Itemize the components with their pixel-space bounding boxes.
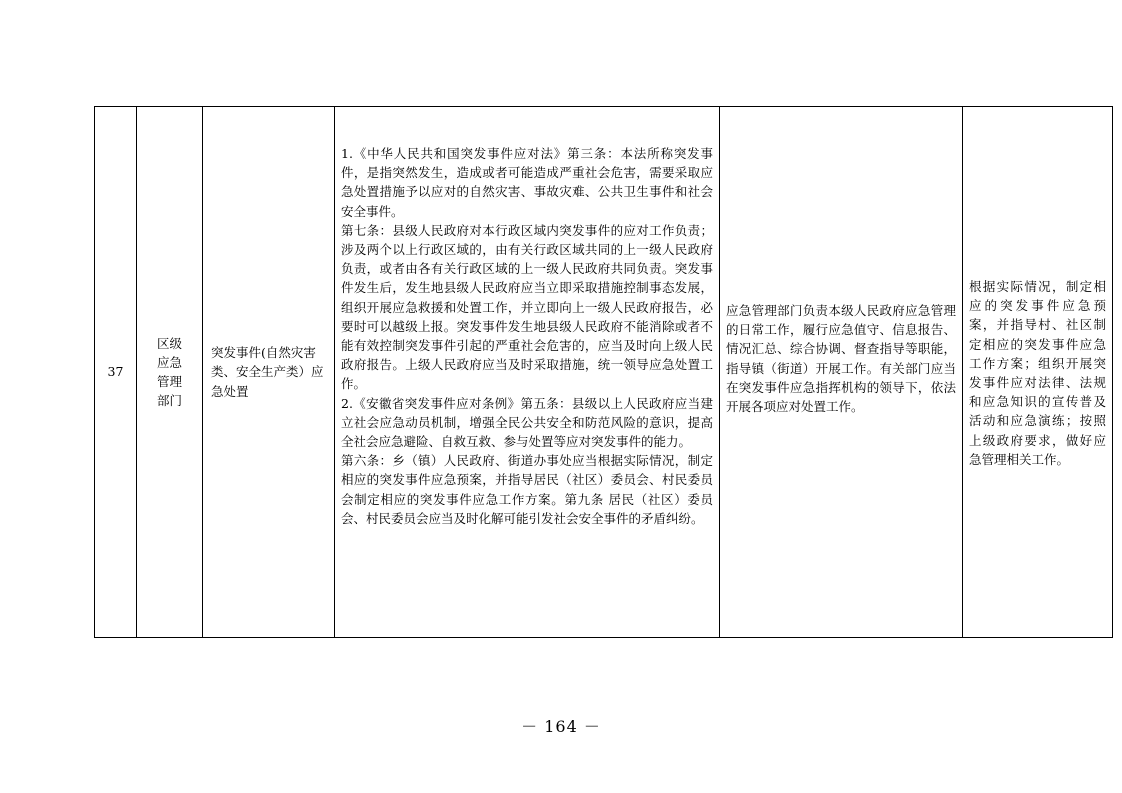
responsibility-table	[94, 106, 1113, 638]
legal-basis-paragraph: 1.《中华人民共和国突发事件应对法》第三条：本法所称突发事件，是指突然发生，造成或者可能造成严重社会危害，需要采取应急处置措施予以应对的自然灾害、事故灾难、公共卫生事件和社会安全事件。	[341, 146, 713, 219]
legal-basis-paragraph: 第七条：县级人民政府对本行政区域内突发事件的应对工作负责；涉及两个以上行政区域的，由有关行政区域共同的上一级人民政府负责，或者由各有关行政区域的上一级人民政府共同负责。突发事件发生后，发生地县级人民政府应当立即采取措施控制事态发展，组织开展应急救援和处置工作，并立即向上一级人民政府报告，必要时可以越级上报。突发事件发生地县级人民政府不能消除或者不能有效控制突发事件引起的严重社会危害的，应当及时向上级人民政府报告。上级人民政府应当及时采取措施，统一领导应急处置工作。	[341, 222, 713, 392]
department-text: 区级应急管理部门	[156, 335, 182, 409]
legal-basis-cell	[335, 107, 720, 638]
legal-basis-paragraph: 2.《安徽省突发事件应对条例》第五条：县级以上人民政府应当建立社会应急动员机制，增强全民公共安全和防范风险的意识，提高全社会应急避险、自救互救、参与处置等应对突发事件的能力。	[341, 395, 713, 450]
row-number: 37	[107, 364, 124, 380]
row-number-cell	[95, 107, 137, 638]
measures-text: 根据实际情况，制定相应的突发事件应急预案，并指导村、社区制定相应的突发事件应急工作方案；组织开展突发事件应对法律、法规和应急知识的宣传普及活动和应急演练；按照上级政府要求，做好应急管理相关工作。	[969, 279, 1106, 467]
department-cell	[137, 107, 203, 638]
legal-basis-paragraph: 第六条：乡（镇）人民政府、街道办事处应当根据实际情况，制定相应的突发事件应急预案，并指导居民（社区）委员会、村民委员会制定相应的突发事件应急工作方案。第九条 居民（社区）委员会、村民委员会应当及时化解可能引发社会安全事件的矛盾纠纷。	[341, 453, 713, 526]
measures-cell	[963, 107, 1113, 638]
responsibility-text: 应急管理部门负责本级人民政府应急管理的日常工作，履行应急值守、信息报告、情况汇总、综合协调、督查指导等职能，指导镇（街道）开展工作。有关部门应当在突发事件应急指挥机构的领导下，依法开展各项应对处置工作。	[726, 303, 956, 415]
page-number: － 164 －	[521, 717, 601, 736]
item-cell	[203, 107, 335, 638]
item-text: 突发事件(自然灾害类、安全生产类）应急处置	[211, 345, 324, 399]
table-row	[95, 107, 1113, 638]
responsibility-cell	[720, 107, 963, 638]
